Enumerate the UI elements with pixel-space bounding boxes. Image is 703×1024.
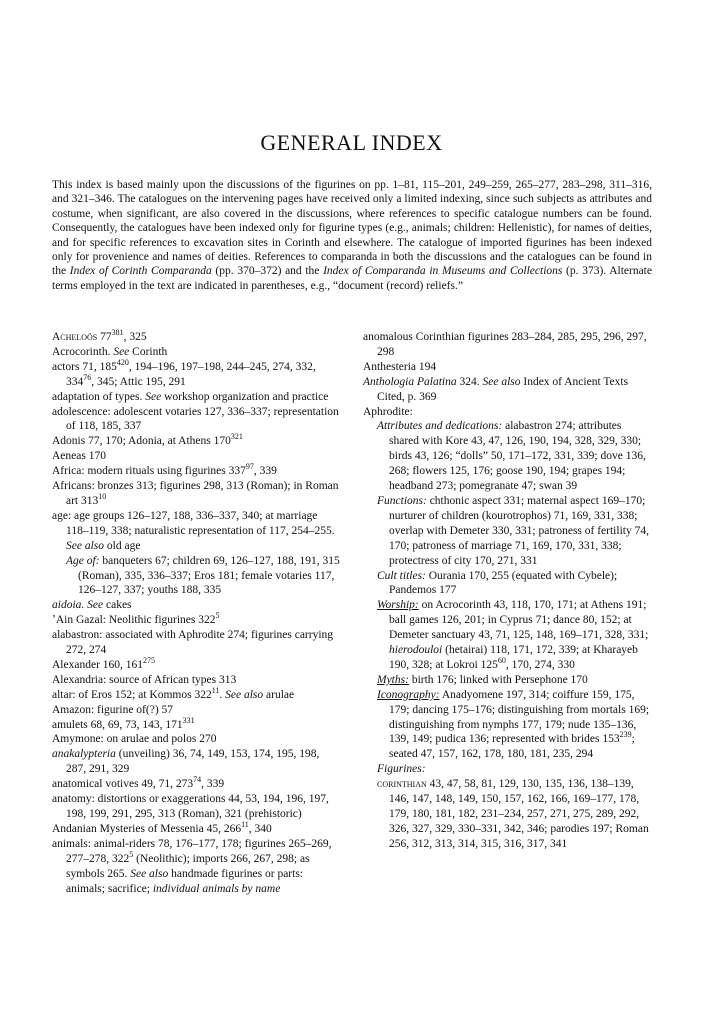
text-run: anakalypteria	[52, 748, 116, 761]
index-subentry	[363, 598, 653, 673]
text-run: 97	[245, 462, 254, 472]
text-run: Africans: bronzes 313; figurines 298, 313 (Roman); in Roman art 313	[52, 480, 339, 507]
index-entry	[52, 628, 342, 658]
index-column-left	[52, 330, 342, 896]
text-run: 321	[230, 432, 243, 442]
index-entry	[52, 449, 342, 464]
index-entry	[52, 345, 342, 360]
text-run: Acheloös	[52, 331, 98, 343]
text-run: (p. 373). Alternate terms employed in the text are indicated in parentheses, e.g., “document (record) reliefs.”	[52, 265, 652, 292]
index-entry	[52, 685, 342, 703]
text-run: 10	[98, 492, 107, 502]
text-run: 11	[241, 820, 249, 830]
text-run: aidoia.	[52, 599, 85, 612]
text-run: Andanian Mysteries of Messenia 45, 266	[52, 822, 242, 835]
index-entry	[52, 613, 342, 628]
text-run: Anadyomene 197, 314; coiffure 159, 175, 179; dancing 175–176; distinguishing from mortals 169; distinguishing from nymphs 177, 179; nude 135–136, 139, 149; pudica 136; represented with brides 153	[389, 688, 650, 746]
text-run: Anthesteria 194	[363, 360, 437, 373]
index-subentry	[363, 762, 653, 777]
text-run: Index of Comparanda in Museums and Collections	[323, 265, 563, 278]
text-run: anatomy: distortions or exaggerations 44, 53, 194, 196, 197, 198, 199, 291, 295, 313 (Roman), 321 (prehistoric)	[52, 793, 329, 820]
text-run: See also	[482, 375, 521, 388]
index-entry	[52, 330, 342, 345]
index-entry	[52, 357, 342, 390]
text-run: Iconography:	[377, 688, 440, 701]
index-entry	[52, 390, 342, 405]
text-run: 239	[619, 730, 632, 740]
text-run: Alexandria: source of African types 313	[52, 673, 237, 686]
text-run: Alexander 160, 161	[52, 658, 144, 671]
index-subentry	[363, 777, 653, 852]
index-entry	[52, 777, 342, 792]
text-run: individual animals by name	[152, 882, 281, 895]
text-run: alabastron 274; attributes shared with Kore 43, 47, 126, 190, 194, 328, 329, 330; birds 43, 126; “dolls” 50, 171–172, 331, 339; dove 136, 268; flowers 125, 176; goose 190, 194; grapes 194; headband 273; pomegranate 47; swan 39	[389, 420, 646, 493]
text-run: 324.	[456, 375, 483, 388]
page-title: GENERAL INDEX	[260, 130, 443, 155]
index-entry	[52, 703, 342, 718]
text-run: banqueters 67; children 69, 126–127, 188, 191, 315 (Roman), 335, 336–337; Eros 181; female votaries 117, 126–127, 337; youths 188, 335	[78, 554, 340, 597]
text-run: anomalous Corinthian figurines 283–284, 285, 295, 296, 297, 298	[363, 331, 647, 358]
index-entry	[363, 330, 653, 360]
text-run: chthonic aspect 331; maternal aspect 169–170; nurturer of children (kourotrophos) 71, 169, 331, 338; overlap with Demeter 330, 331; patroness of fertility 74, 170; patroness of marriage 71, 169, 170, 331, 338; protectress of city 170, 271, 331	[389, 494, 649, 567]
text-run: Index of Ancient Texts Cited, p. 369	[377, 375, 629, 403]
text-run: 420	[116, 357, 129, 367]
text-run: altar: of Eros 152; at Kommos 322	[52, 688, 212, 701]
text-run: Ourania 170, 255 (equated with Cybele); Pandemos 177	[389, 569, 618, 597]
text-run: adolescence: adolescent votaries 127, 336–337; representation of 118, 185, 337	[52, 405, 339, 433]
text-run: Index of Corinth Comparanda	[69, 265, 212, 278]
text-run: Figurines:	[377, 763, 426, 776]
text-run: alabastron: associated with Aphrodite 274; figurines carrying 272, 274	[52, 629, 334, 657]
index-entry	[52, 479, 342, 509]
text-run: 11	[211, 685, 220, 695]
text-run: (unveiling) 36, 74, 149, 153, 174, 195, 198, 287, 291, 329	[66, 748, 320, 776]
text-run: See also	[130, 867, 169, 880]
text-run: hierodouloi	[389, 644, 443, 657]
text-run: on Acrocorinth 43, 118, 170, 171; at Athens 191; ball games 126, 201; in Cyprus 71; dance 80, 152; at Demeter sanctuary 43, 71, 125, 148, 169–171, 328, 331;	[389, 599, 649, 642]
text-run: 74	[193, 775, 202, 785]
text-run: 60	[497, 656, 506, 666]
index-subentry	[52, 554, 342, 599]
text-run: 275	[143, 656, 156, 666]
text-run: See also	[66, 539, 105, 552]
text-run: See	[87, 599, 104, 612]
text-run: animals: animal-riders 78, 176–177, 178; figurines 265–269, 277–278, 322	[52, 837, 332, 865]
index-subentry	[363, 494, 653, 569]
text-run: Worship:	[377, 599, 419, 612]
index-subentry	[363, 569, 653, 599]
text-run: Aeneas 170	[52, 450, 106, 463]
text-run: ʼAin Gazal: Neolithic figurines 322	[52, 614, 216, 627]
index-entry	[52, 747, 342, 777]
text-run: (hetairai) 118, 171, 172, 339; at Kharayeb 190, 328; at Lokroi 125	[389, 644, 638, 671]
text-run: Adonis 77, 170; Adonia, at Athens 170	[52, 435, 231, 448]
text-run: , 339	[253, 465, 277, 478]
text-run: See	[145, 390, 162, 403]
index-entry	[52, 509, 342, 554]
index-entry	[52, 434, 342, 449]
index-entry	[363, 405, 653, 420]
text-run: , 194–196, 197–198, 244–245, 274, 332, 334	[66, 360, 316, 388]
text-run: workshop organization and practice	[161, 390, 329, 403]
text-run: , 345; Attic 195, 291	[91, 375, 186, 388]
index-entry	[363, 375, 653, 405]
text-run: .	[219, 688, 226, 701]
index-subentry	[363, 673, 653, 688]
index-entry	[52, 792, 342, 822]
text-run: (Neolithic); imports 266, 267, 298; as symbols 265.	[66, 852, 310, 880]
text-run: , 339	[201, 778, 225, 791]
text-run: This index is based mainly upon the discussions of the figurines on pp. 1–81, 115–201, 249–259, 265–277, 283–298, 311–316, and 321–346. The catalogues on the intervening pages have received only a limited indexing, since such subjects as attributes and costume, when significant, are also covered in the discussions, where references to specific catalogue numbers can be found. Consequently, the catalogues have been indexed only for figurine types (e.g., animals; children: Hellenistic), for names of deities, and for specific references to excavation sites in Corinth and elsewhere. The catalogue of imported figurines has been indexed only for provenience and names of deities. References to comparanda in both the discussions and the catalogues can be found in the	[52, 179, 652, 278]
text-run: 76	[83, 372, 92, 382]
text-run: Corinth	[129, 345, 168, 358]
index-entry	[52, 673, 342, 688]
index-column-right	[363, 330, 653, 852]
text-run: anatomical votives 49, 71, 273	[52, 778, 194, 791]
index-entry	[52, 405, 342, 435]
text-run: Myths:	[377, 673, 409, 686]
text-run: Aphrodite:	[363, 405, 413, 418]
text-run: See also	[225, 688, 264, 701]
index-entry	[52, 715, 342, 733]
index-introduction	[52, 178, 652, 293]
text-run: age: age groups 126–127, 188, 336–337, 340; at marriage 118–119, 338; naturalistic representation of 117, 254–255.	[52, 509, 335, 537]
text-run: , 170, 274, 330	[505, 658, 575, 671]
index-entry	[363, 360, 653, 375]
text-run: cakes	[103, 599, 132, 612]
index-entry	[52, 822, 342, 837]
text-run: 5	[215, 611, 220, 621]
text-run: 331	[182, 715, 195, 725]
text-run: Amazon: figurine of(?) 57	[52, 703, 174, 716]
text-run: old age	[104, 539, 141, 552]
index-entry	[52, 598, 342, 613]
index-entry	[52, 464, 342, 479]
text-run: adaptation of types.	[52, 390, 146, 403]
index-entry	[52, 837, 342, 897]
index-subentry	[363, 688, 653, 763]
text-run: actors 71, 185	[52, 360, 117, 373]
text-run: Cult titles:	[377, 569, 426, 582]
text-run: Functions:	[377, 494, 427, 507]
text-run: , 325	[123, 331, 147, 343]
text-run: Africa: modern rituals using figurines 337	[52, 465, 246, 478]
text-run: 381	[111, 328, 124, 338]
text-run: arulae	[263, 688, 295, 701]
text-run: 43, 47, 58, 81, 129, 130, 135, 136, 138–139, 146, 147, 148, 149, 150, 157, 162, 166, 169–177, 178, 179, 180, 181, 182, 231–234, 257, 271, 275, 289, 292, 326, 327, 329, 330–331, 342, 346; parodies 197; Roman 256, 312, 313, 314, 315, 316, 317, 341	[389, 778, 649, 850]
text-run: 5	[129, 849, 134, 859]
text-run: Anthologia Palatina	[363, 375, 457, 388]
text-run: corinthian	[377, 778, 427, 791]
text-run: handmade figurines or parts: animals; sacrifice;	[66, 867, 303, 895]
index-entry	[52, 658, 342, 673]
text-run: Attributes and dedications:	[377, 420, 503, 433]
text-run: (pp. 370–372) and the	[211, 265, 324, 278]
text-run: ; seated 47, 157, 162, 178, 180, 181, 235, 294	[389, 733, 635, 761]
index-subentry	[363, 419, 653, 494]
index-entry	[52, 732, 342, 747]
text-run: birth 176; linked with Persephone 170	[408, 673, 588, 686]
text-run: amulets 68, 69, 73, 143, 171	[52, 718, 183, 731]
text-run: , 340	[248, 822, 272, 835]
text-run: 77	[97, 331, 112, 343]
text-run: See	[113, 345, 130, 358]
text-run: Acrocorinth.	[52, 345, 114, 358]
text-run: Age of:	[66, 554, 100, 567]
text-run: Amymone: on arulae and polos 270	[52, 733, 217, 746]
